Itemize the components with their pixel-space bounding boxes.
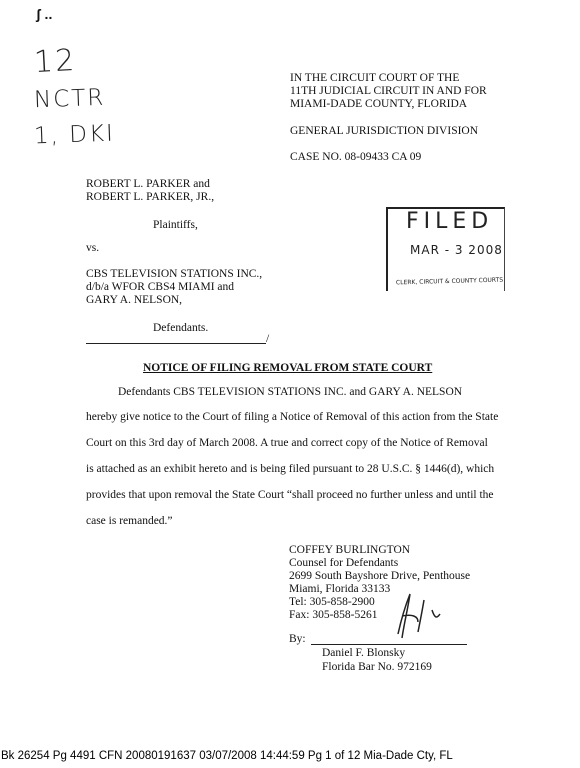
notice-body-line: case is remanded.” bbox=[86, 515, 173, 527]
plaintiff-names bbox=[86, 178, 214, 204]
case-number: CASE NO. 08-09433 CA 09 bbox=[290, 151, 422, 163]
defendant-name: d/b/a WFOR CBS4 MIAMI and bbox=[86, 281, 235, 293]
notice-body-line: provides that upon removal the State Court “shall proceed no further unless and until the bbox=[86, 489, 494, 501]
bar-number: Florida Bar No. 972169 bbox=[322, 661, 432, 673]
handwritten-note-3: 1, DKI bbox=[33, 120, 116, 150]
defendant-name: CBS TELEVISION STATIONS INC., bbox=[86, 268, 263, 280]
stamp-date: MAR - 3 2008 bbox=[410, 243, 503, 257]
handwritten-note-2: NCTR bbox=[33, 84, 106, 114]
versus-label: vs. bbox=[86, 242, 100, 254]
firm-tel: Tel: 305-858-2900 bbox=[289, 596, 375, 608]
signer-name: Daniel F. Blonsky bbox=[322, 647, 406, 659]
handwritten-signature bbox=[388, 586, 468, 646]
plaintiffs-label: Plaintiffs, bbox=[153, 219, 198, 231]
corner-mark: ʃ .. bbox=[36, 6, 53, 22]
court-heading-line: MIAMI-DADE COUNTY, FLORIDA bbox=[290, 98, 468, 110]
defendant-names bbox=[86, 268, 262, 307]
firm-address-line: Miami, Florida 33133 bbox=[289, 583, 391, 595]
recording-footer: Bk 26254 Pg 4491 CFN 20080191637 03/07/2008 14:44:59 Pg 1 of 12 Mia-Dade Cty, FL bbox=[1, 750, 453, 762]
caption-divider bbox=[86, 343, 266, 344]
caption-divider-slash: / bbox=[266, 333, 270, 345]
signature-line bbox=[311, 644, 467, 645]
court-heading-line: IN THE CIRCUIT COURT OF THE bbox=[290, 72, 460, 84]
plaintiff-name: ROBERT L. PARKER and bbox=[86, 178, 210, 190]
firm-address-line: 2699 South Bayshore Drive, Penthouse bbox=[289, 570, 471, 582]
notice-body-line: is attached as an exhibit hereto and is being filed pursuant to 28 U.S.C. § 1446(d), which bbox=[86, 463, 495, 475]
plaintiff-name: ROBERT L. PARKER, JR., bbox=[86, 191, 215, 203]
signature-stroke bbox=[398, 594, 440, 638]
firm-name: COFFEY BURLINGTON bbox=[289, 544, 411, 556]
notice-body-line: Defendants CBS TELEVISION STATIONS INC. and GARY A. NELSON bbox=[118, 386, 463, 398]
by-label: By: bbox=[289, 633, 306, 645]
handwritten-note-1: 12 bbox=[33, 42, 78, 81]
filed-stamp bbox=[386, 203, 506, 289]
defendant-name: GARY A. NELSON, bbox=[86, 294, 183, 306]
division-label: GENERAL JURISDICTION DIVISION bbox=[290, 125, 479, 137]
notice-body-line: Court on this 3rd day of March 2008. A true and correct copy of the Notice of Removal bbox=[86, 437, 488, 449]
defendants-label: Defendants. bbox=[153, 322, 209, 334]
notice-body-line: hereby give notice to the Court of filing a Notice of Removal of this action from the State bbox=[86, 411, 499, 423]
notice-title: NOTICE OF FILING REMOVAL FROM STATE COURT bbox=[143, 362, 433, 374]
firm-role: Counsel for Defendants bbox=[289, 557, 399, 569]
firm-fax: Fax: 305-858-5261 bbox=[289, 609, 378, 621]
stamp-office: CLERK, CIRCUIT & COUNTY COURTS bbox=[395, 276, 504, 287]
stamp-title: FILED bbox=[406, 209, 494, 234]
court-heading bbox=[290, 72, 487, 111]
court-heading-line: 11TH JUDICIAL CIRCUIT IN AND FOR bbox=[290, 85, 487, 97]
